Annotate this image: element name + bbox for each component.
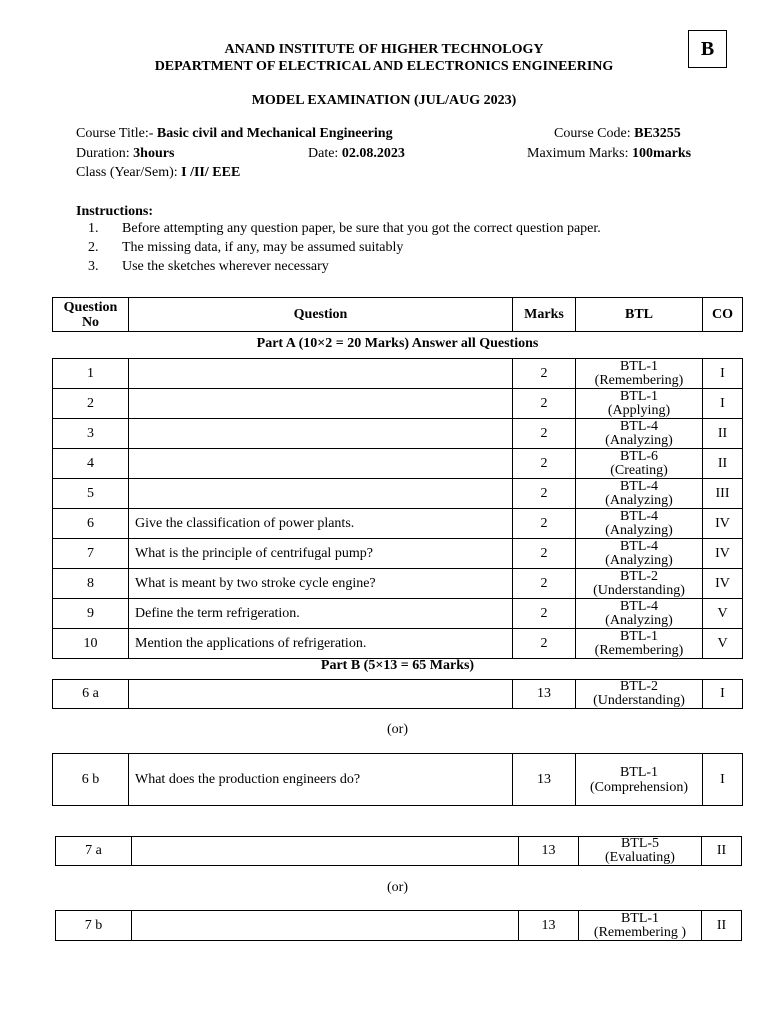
question-number: 6 — [53, 509, 129, 539]
instruction-text: The missing data, if any, may be assumed suitably — [122, 240, 404, 255]
question-text — [129, 359, 513, 389]
question-marks: 13 — [519, 911, 579, 941]
question-marks: 13 — [513, 754, 576, 806]
table-row — [53, 419, 743, 449]
header-question: Question — [129, 298, 513, 332]
part-b-question-7a — [55, 836, 742, 866]
question-marks: 2 — [513, 599, 576, 629]
question-btl — [576, 629, 703, 659]
question-marks: 13 — [519, 837, 579, 866]
question-co: I — [703, 359, 743, 389]
question-co: I — [703, 680, 743, 709]
question-marks: 2 — [513, 539, 576, 569]
question-co: I — [703, 389, 743, 419]
btl-category: (Remembering) — [594, 372, 684, 388]
table-row — [53, 629, 743, 659]
duration-value: 3hours — [133, 146, 175, 161]
date-label: Date: — [308, 146, 339, 161]
btl-category: (Evaluating) — [605, 850, 675, 865]
question-number: 4 — [53, 449, 129, 479]
class-value: I /II/ EEE — [181, 165, 241, 180]
table-row — [53, 389, 743, 419]
question-btl — [576, 389, 703, 419]
question-co: V — [703, 599, 743, 629]
btl-level: BTL-2 — [619, 679, 659, 694]
question-text: What is meant by two stroke cycle engine? — [129, 569, 513, 599]
question-text — [132, 837, 519, 866]
question-btl — [576, 359, 703, 389]
question-number: 8 — [53, 569, 129, 599]
date-value: 02.08.2023 — [341, 146, 405, 161]
header-question-no-line1: Question — [63, 299, 118, 315]
btl-level: BTL-4 — [619, 418, 659, 434]
question-btl — [576, 599, 703, 629]
question-number: 5 — [53, 479, 129, 509]
btl-level: BTL-1 — [619, 358, 659, 374]
question-btl — [576, 449, 703, 479]
question-number: 7 b — [56, 911, 132, 941]
question-number: 7 — [53, 539, 129, 569]
table-row — [53, 509, 743, 539]
btl-level: BTL-4 — [619, 478, 659, 494]
table-row — [53, 479, 743, 509]
question-marks: 2 — [513, 509, 576, 539]
question-co: III — [703, 479, 743, 509]
question-co: II — [702, 837, 742, 866]
course-title-label: Course Title:- — [76, 126, 154, 141]
question-marks: 2 — [513, 389, 576, 419]
question-text: What is the principle of centrifugal pump? — [129, 539, 513, 569]
btl-level: BTL-4 — [619, 598, 659, 614]
btl-category: (Remembering) — [594, 642, 684, 658]
table-row — [53, 539, 743, 569]
question-number: 6 a — [53, 680, 129, 709]
instruction-item — [88, 221, 99, 237]
question-btl — [576, 509, 703, 539]
question-marks: 2 — [513, 479, 576, 509]
question-text — [129, 479, 513, 509]
question-marks: 2 — [513, 629, 576, 659]
question-co: IV — [703, 509, 743, 539]
btl-category: (Applying) — [607, 402, 671, 418]
btl-category: (Comprehension) — [590, 779, 688, 795]
course-code-value: BE3255 — [634, 126, 681, 141]
question-co: IV — [703, 539, 743, 569]
btl-level: BTL-6 — [619, 448, 659, 464]
question-number: 2 — [53, 389, 129, 419]
question-text: What does the production engineers do? — [129, 754, 513, 806]
btl-category: (Analyzing) — [605, 492, 673, 508]
question-text — [132, 911, 519, 941]
question-btl — [576, 569, 703, 599]
question-text: Give the classification of power plants. — [129, 509, 513, 539]
table-row — [53, 449, 743, 479]
question-text — [129, 680, 513, 709]
question-text — [129, 389, 513, 419]
instruction-number: 2. — [88, 240, 99, 255]
question-btl — [579, 911, 702, 941]
btl-category: (Analyzing) — [605, 612, 673, 628]
question-btl — [579, 837, 702, 866]
department-name: DEPARTMENT OF ELECTRICAL AND ELECTRONICS ENGINEERING — [154, 59, 614, 74]
question-co: II — [703, 419, 743, 449]
btl-level: BTL-1 — [620, 910, 660, 926]
duration — [76, 146, 174, 162]
exam-date — [308, 146, 405, 162]
table-row — [53, 754, 743, 806]
instruction-item — [88, 259, 99, 275]
btl-category: (Remembering ) — [593, 924, 687, 940]
course-code — [554, 126, 681, 142]
maximum-marks — [527, 146, 691, 162]
question-marks: 2 — [513, 449, 576, 479]
question-co: IV — [703, 569, 743, 599]
or-separator: (or) — [387, 880, 408, 895]
btl-category: (Analyzing) — [605, 552, 673, 568]
question-marks: 2 — [513, 419, 576, 449]
question-btl — [576, 539, 703, 569]
question-number: 9 — [53, 599, 129, 629]
header-co: CO — [703, 298, 743, 332]
table-row — [53, 359, 743, 389]
btl-level: BTL-2 — [619, 568, 659, 584]
btl-level: BTL-5 — [620, 836, 660, 851]
part-b-question-6a — [52, 679, 743, 709]
question-co: V — [703, 629, 743, 659]
header-question-no — [53, 298, 129, 332]
part-b-title: Part B (5×13 = 65 Marks) — [320, 658, 475, 673]
instruction-number: 1. — [88, 221, 99, 236]
part-a-title: Part A (10×2 = 20 Marks) Answer all Questions — [256, 336, 539, 351]
question-co: I — [703, 754, 743, 806]
question-btl — [576, 754, 703, 806]
question-text: Mention the applications of refrigeration. — [129, 629, 513, 659]
btl-category: (Understanding) — [593, 693, 685, 708]
question-co: II — [702, 911, 742, 941]
question-text — [129, 449, 513, 479]
question-table-header — [52, 297, 743, 332]
question-number: 1 — [53, 359, 129, 389]
question-number: 6 b — [53, 754, 129, 806]
question-text — [129, 419, 513, 449]
btl-level: BTL-4 — [619, 508, 659, 524]
duration-label: Duration: — [76, 146, 130, 161]
class-year-sem — [76, 165, 240, 181]
question-text: Define the term refrigeration. — [129, 599, 513, 629]
btl-category: (Understanding) — [593, 582, 685, 598]
btl-level: BTL-1 — [619, 764, 659, 780]
header-question-no-line2: No — [81, 314, 100, 330]
course-title-value: Basic civil and Mechanical Engineering — [156, 126, 393, 141]
table-row — [56, 837, 742, 866]
instructions-heading: Instructions: — [76, 204, 154, 219]
table-row — [53, 599, 743, 629]
class-label: Class (Year/Sem): — [76, 165, 178, 180]
course-code-label: Course Code: — [554, 126, 631, 141]
question-co: II — [703, 449, 743, 479]
part-b-question-6b — [52, 753, 743, 806]
course-title — [76, 126, 393, 142]
btl-category: (Analyzing) — [605, 522, 673, 538]
or-separator: (or) — [387, 722, 408, 737]
table-row — [56, 911, 742, 941]
btl-level: BTL-4 — [619, 538, 659, 554]
question-marks: 2 — [513, 359, 576, 389]
question-btl — [576, 479, 703, 509]
question-number: 7 a — [56, 837, 132, 866]
question-number: 3 — [53, 419, 129, 449]
btl-level: BTL-1 — [619, 388, 659, 404]
instruction-item — [88, 240, 99, 256]
btl-category: (Analyzing) — [605, 432, 673, 448]
question-marks: 13 — [513, 680, 576, 709]
maximum-marks-value: 100marks — [632, 146, 692, 161]
maximum-marks-label: Maximum Marks: — [527, 146, 629, 161]
question-btl — [576, 680, 703, 709]
question-btl — [576, 419, 703, 449]
header-marks: Marks — [513, 298, 576, 332]
institute-name: ANAND INSTITUTE OF HIGHER TECHNOLOGY — [224, 42, 544, 57]
question-number: 10 — [53, 629, 129, 659]
part-b-question-7b — [55, 910, 742, 941]
btl-level: BTL-1 — [619, 628, 659, 644]
table-row — [53, 569, 743, 599]
instruction-text: Use the sketches wherever necessary — [122, 259, 329, 274]
question-paper-set-label: B — [688, 30, 727, 68]
table-row — [53, 680, 743, 709]
part-a-table — [52, 358, 743, 659]
exam-title: MODEL EXAMINATION (JUL/AUG 2023) — [251, 93, 517, 108]
header-btl: BTL — [576, 298, 703, 332]
instruction-text: Before attempting any question paper, be sure that you got the correct question paper. — [122, 221, 601, 236]
btl-category: (Creating) — [610, 462, 668, 478]
instruction-number: 3. — [88, 259, 99, 274]
question-marks: 2 — [513, 569, 576, 599]
